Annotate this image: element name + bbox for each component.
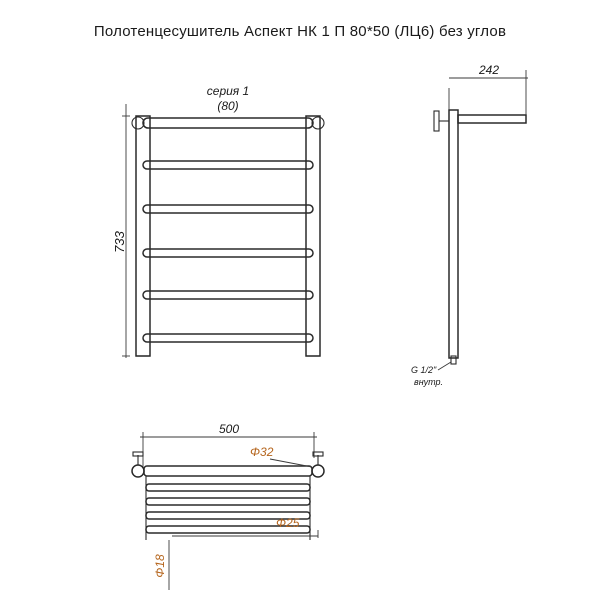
top-view xyxy=(132,422,324,590)
rung-3 xyxy=(143,205,313,213)
right-pipe xyxy=(306,116,320,356)
small-diameter-label: Φ18 xyxy=(153,554,167,578)
thread-label: G 1/2" xyxy=(411,365,437,375)
side-top-mount-plate xyxy=(434,111,439,131)
right-top-mount xyxy=(312,117,324,129)
rung-1 xyxy=(143,118,313,128)
rung-4 xyxy=(143,249,313,257)
thread-note: внутр. xyxy=(414,377,444,387)
side-pipe xyxy=(449,110,458,358)
plan-rung-3 xyxy=(146,498,310,505)
thread-leader xyxy=(438,362,451,370)
plan-rung-2 xyxy=(146,484,310,491)
rung-diameter-label: Φ25 xyxy=(276,516,300,530)
series-value: (80) xyxy=(217,99,239,113)
side-bottom-fitting xyxy=(451,356,456,364)
drawing-title: Полотенцесушитель Аспект НК 1 П 80*50 (ЛЦ6) без углов xyxy=(93,23,507,40)
left-top-mount xyxy=(132,117,144,129)
pipe-diameter-label: Φ32 xyxy=(250,445,274,459)
left-pipe-section xyxy=(132,465,144,477)
rung-5 xyxy=(143,291,313,299)
right-pipe-section xyxy=(312,465,324,477)
depth-dim-text: 242 xyxy=(478,63,500,77)
plan-rung-top xyxy=(144,466,312,476)
side-arm xyxy=(458,115,526,123)
series-label: серия 1 xyxy=(206,84,250,98)
rung-2 xyxy=(143,161,313,169)
rung-6 xyxy=(143,334,313,342)
left-pipe xyxy=(136,116,150,356)
side-view xyxy=(411,63,528,387)
front-view xyxy=(112,84,324,358)
height-dim-text: 733 xyxy=(112,231,127,253)
width-dim-text: 500 xyxy=(218,422,240,436)
